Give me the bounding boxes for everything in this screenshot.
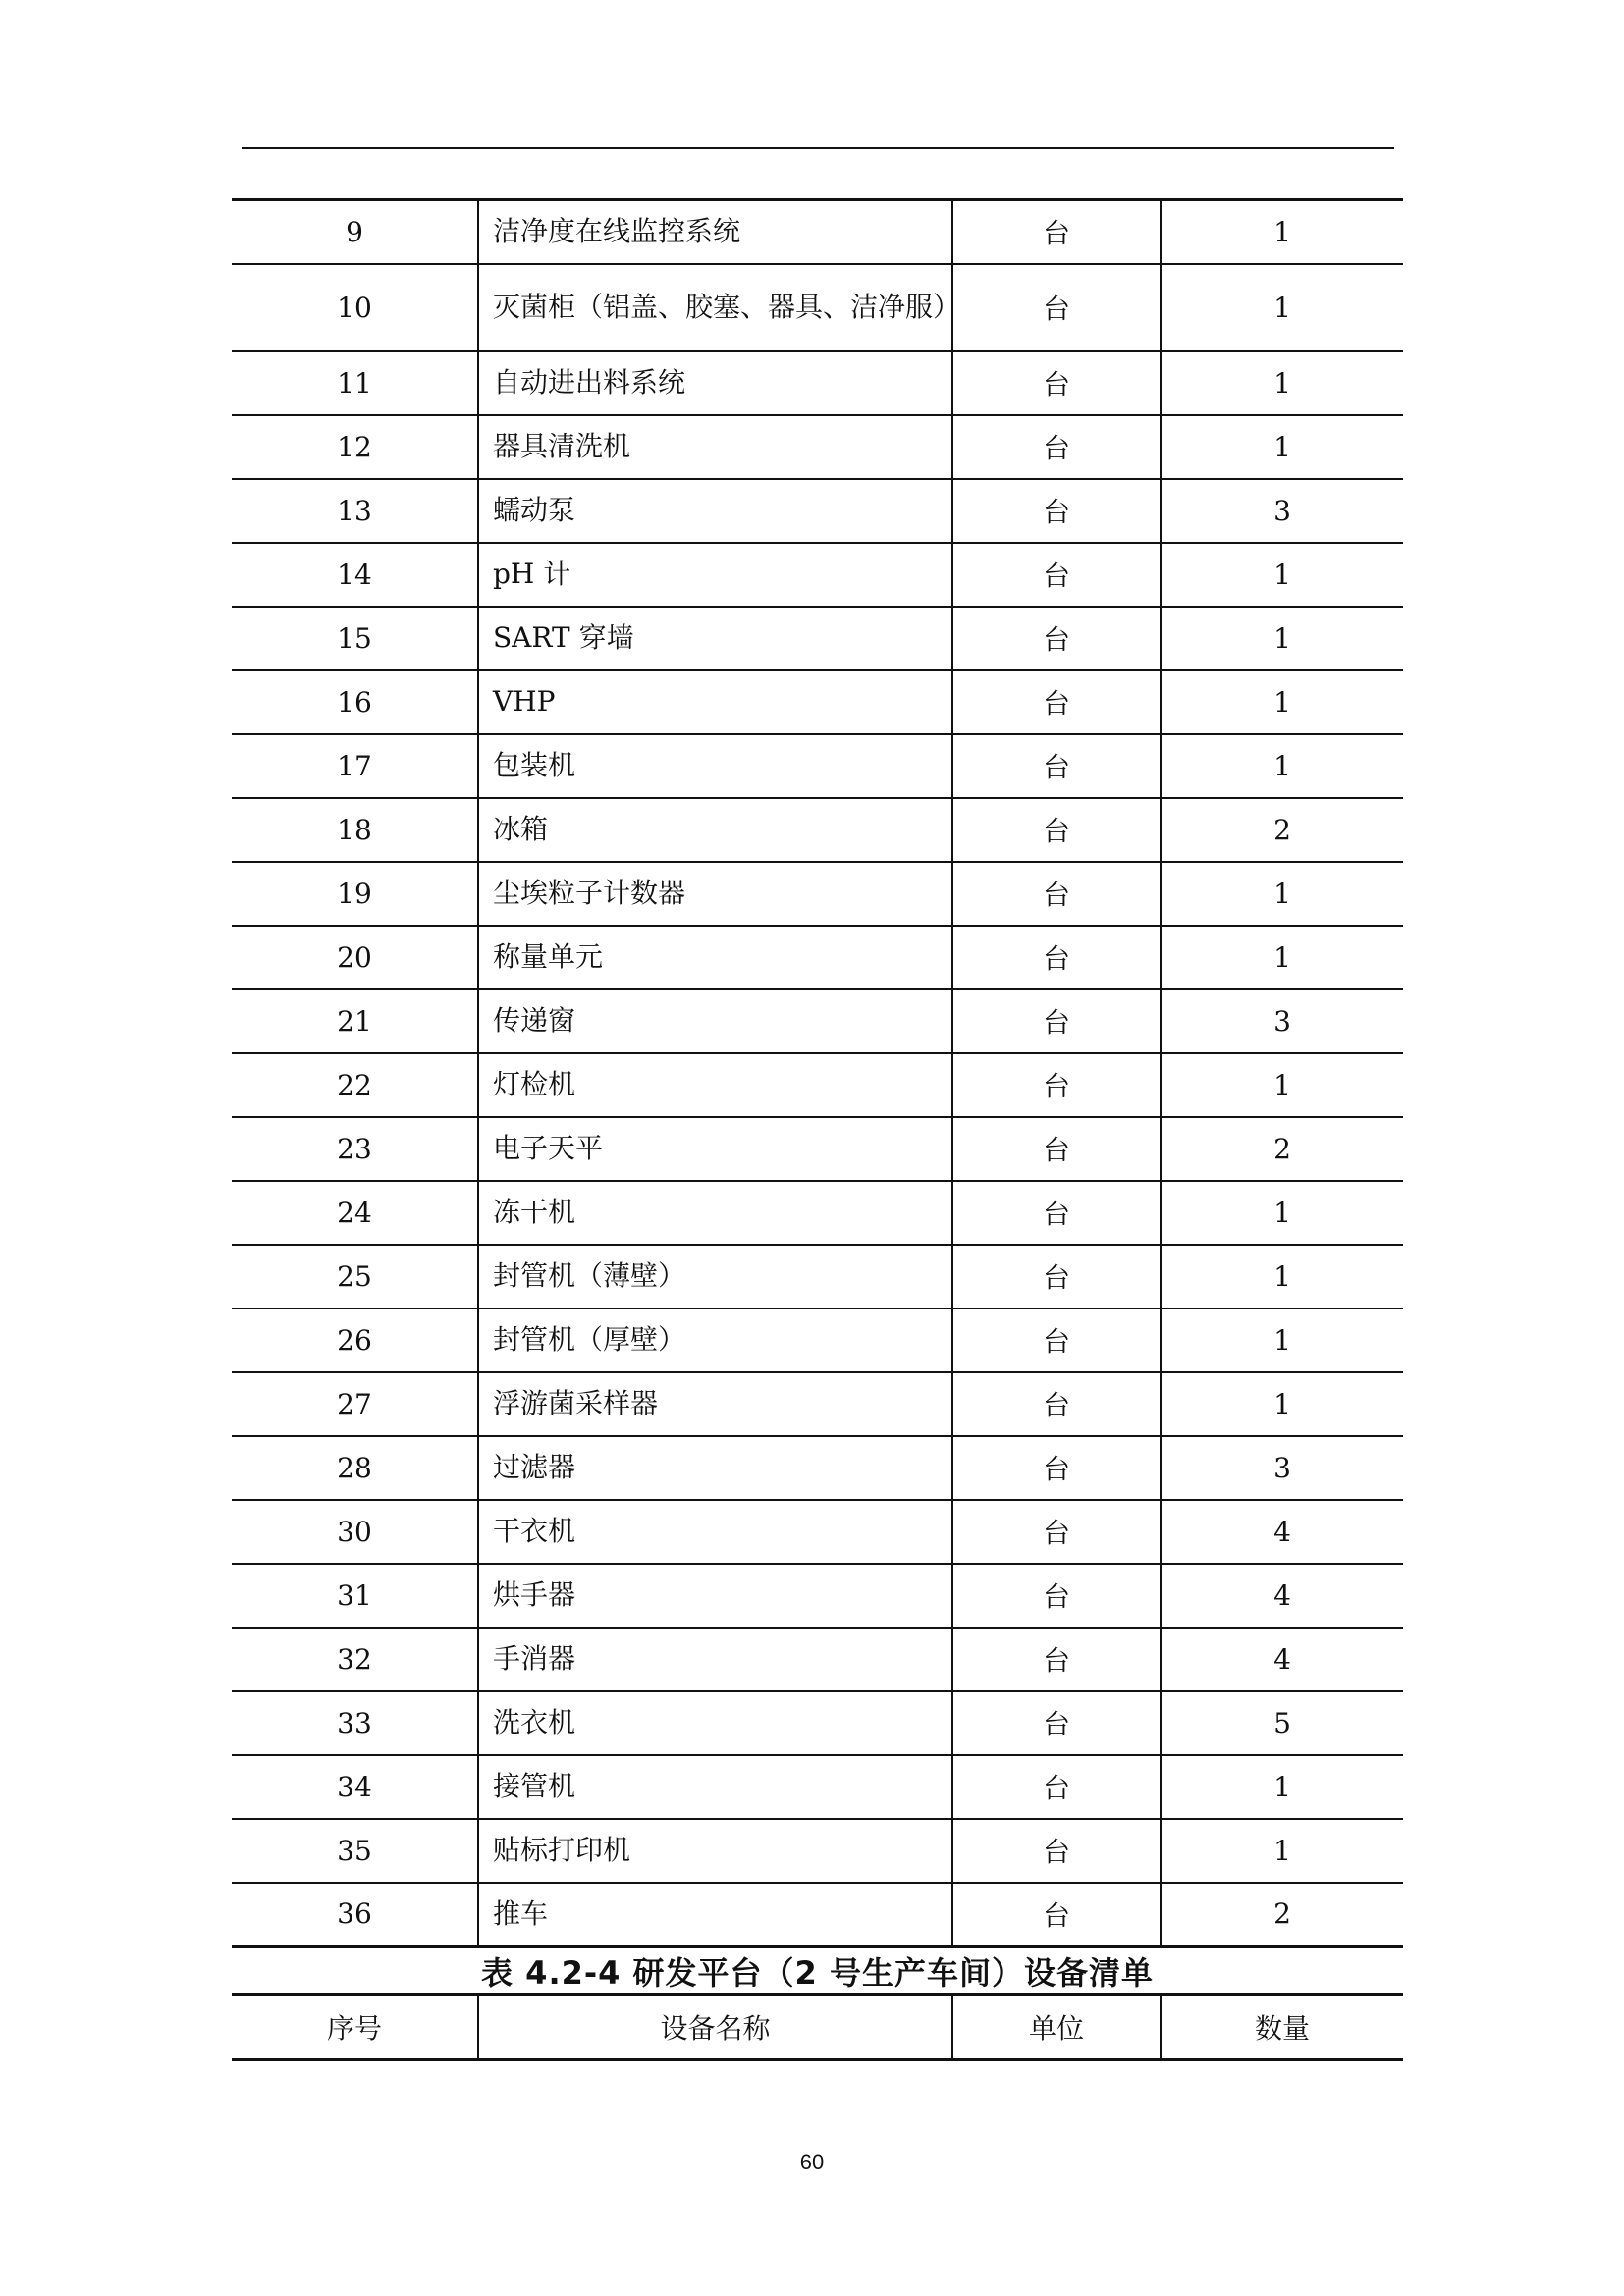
row-number: 11 bbox=[232, 351, 478, 415]
quantity-cell: 3 bbox=[1161, 989, 1403, 1053]
unit-cell: 台 bbox=[952, 1308, 1161, 1372]
equipment-name: 电子天平 bbox=[478, 1117, 952, 1181]
equipment-name: 器具清洗机 bbox=[478, 415, 952, 479]
unit-cell: 台 bbox=[952, 351, 1161, 415]
table-row bbox=[232, 1308, 1403, 1372]
table-header-row bbox=[232, 1995, 1403, 2060]
equipment-name: 洁净度在线监控系统 bbox=[478, 200, 952, 264]
quantity-cell: 1 bbox=[1161, 862, 1403, 926]
unit-cell: 台 bbox=[952, 1500, 1161, 1564]
table-row bbox=[232, 1883, 1403, 1947]
row-number: 14 bbox=[232, 543, 478, 607]
row-number: 34 bbox=[232, 1755, 478, 1819]
page-number: 60 bbox=[799, 2150, 825, 2174]
equipment-name: 浮游菌采样器 bbox=[478, 1372, 952, 1436]
row-number: 33 bbox=[232, 1691, 478, 1755]
equipment-name: 包装机 bbox=[478, 734, 952, 798]
unit-cell: 台 bbox=[952, 264, 1161, 351]
unit-cell: 台 bbox=[952, 734, 1161, 798]
row-number: 27 bbox=[232, 1372, 478, 1436]
equipment-name: 接管机 bbox=[478, 1755, 952, 1819]
quantity-cell: 1 bbox=[1161, 1308, 1403, 1372]
quantity-cell: 1 bbox=[1161, 1181, 1403, 1245]
unit-cell: 台 bbox=[952, 479, 1161, 543]
row-number: 26 bbox=[232, 1308, 478, 1372]
unit-cell: 台 bbox=[952, 1053, 1161, 1117]
row-number: 24 bbox=[232, 1181, 478, 1245]
row-number: 22 bbox=[232, 1053, 478, 1117]
unit-cell: 台 bbox=[952, 1245, 1161, 1308]
table-row bbox=[232, 1819, 1403, 1883]
unit-cell: 台 bbox=[952, 415, 1161, 479]
quantity-cell: 2 bbox=[1161, 798, 1403, 862]
equipment-name: 贴标打印机 bbox=[478, 1819, 952, 1883]
equipment-name: 烘手器 bbox=[478, 1564, 952, 1628]
unit-cell: 台 bbox=[952, 1883, 1161, 1947]
table-row bbox=[232, 351, 1403, 415]
quantity-cell: 1 bbox=[1161, 670, 1403, 734]
quantity-cell: 1 bbox=[1161, 1245, 1403, 1308]
table-row bbox=[232, 1691, 1403, 1755]
quantity-cell: 4 bbox=[1161, 1500, 1403, 1564]
row-number: 28 bbox=[232, 1436, 478, 1500]
header-no: 序号 bbox=[232, 1995, 478, 2060]
quantity-cell: 1 bbox=[1161, 607, 1403, 670]
quantity-cell: 1 bbox=[1161, 200, 1403, 264]
equipment-name: 干衣机 bbox=[478, 1500, 952, 1564]
unit-cell: 台 bbox=[952, 1691, 1161, 1755]
equipment-name: 灭菌柜（铝盖、胶塞、器具、洁净服） bbox=[478, 264, 952, 351]
unit-cell: 台 bbox=[952, 607, 1161, 670]
row-number: 32 bbox=[232, 1628, 478, 1691]
quantity-cell: 3 bbox=[1161, 1436, 1403, 1500]
unit-cell: 台 bbox=[952, 926, 1161, 989]
quantity-cell: 1 bbox=[1161, 415, 1403, 479]
quantity-cell: 1 bbox=[1161, 926, 1403, 989]
row-number: 31 bbox=[232, 1564, 478, 1628]
quantity-cell: 1 bbox=[1161, 1053, 1403, 1117]
row-number: 15 bbox=[232, 607, 478, 670]
header-name: 设备名称 bbox=[478, 1995, 952, 2060]
quantity-cell: 4 bbox=[1161, 1564, 1403, 1628]
table-row bbox=[232, 1755, 1403, 1819]
table-row bbox=[232, 670, 1403, 734]
header-unit: 单位 bbox=[952, 1995, 1161, 2060]
unit-cell: 台 bbox=[952, 1117, 1161, 1181]
equipment-name: 蠕动泵 bbox=[478, 479, 952, 543]
table-row bbox=[232, 1564, 1403, 1628]
quantity-cell: 1 bbox=[1161, 1372, 1403, 1436]
quantity-cell: 1 bbox=[1161, 543, 1403, 607]
equipment-name: 手消器 bbox=[478, 1628, 952, 1691]
quantity-cell: 4 bbox=[1161, 1628, 1403, 1691]
row-number: 16 bbox=[232, 670, 478, 734]
equipment-name: 称量单元 bbox=[478, 926, 952, 989]
header-qty: 数量 bbox=[1161, 1995, 1403, 2060]
unit-cell: 台 bbox=[952, 1755, 1161, 1819]
equipment-name: 冻干机 bbox=[478, 1181, 952, 1245]
unit-cell: 台 bbox=[952, 1372, 1161, 1436]
table-row bbox=[232, 1500, 1403, 1564]
row-number: 19 bbox=[232, 862, 478, 926]
table-row bbox=[232, 926, 1403, 989]
quantity-cell: 2 bbox=[1161, 1117, 1403, 1181]
unit-cell: 台 bbox=[952, 670, 1161, 734]
equipment-name: 灯检机 bbox=[478, 1053, 952, 1117]
unit-cell: 台 bbox=[952, 1564, 1161, 1628]
equipment-name: 封管机（厚壁） bbox=[478, 1308, 952, 1372]
table-row bbox=[232, 479, 1403, 543]
quantity-cell: 1 bbox=[1161, 1755, 1403, 1819]
table-row bbox=[232, 1053, 1403, 1117]
equipment-table bbox=[232, 198, 1403, 1948]
row-number: 12 bbox=[232, 415, 478, 479]
table-row bbox=[232, 1436, 1403, 1500]
table-row bbox=[232, 1628, 1403, 1691]
row-number: 9 bbox=[232, 200, 478, 264]
unit-cell: 台 bbox=[952, 543, 1161, 607]
row-number: 36 bbox=[232, 1883, 478, 1947]
page-header-rule bbox=[242, 147, 1394, 149]
equipment-name: 封管机（薄壁） bbox=[478, 1245, 952, 1308]
quantity-cell: 1 bbox=[1161, 1819, 1403, 1883]
equipment-name: pH 计 bbox=[478, 543, 952, 607]
row-number: 25 bbox=[232, 1245, 478, 1308]
quantity-cell: 5 bbox=[1161, 1691, 1403, 1755]
row-number: 10 bbox=[232, 264, 478, 351]
table-row bbox=[232, 1245, 1403, 1308]
equipment-name: SART 穿墙 bbox=[478, 607, 952, 670]
row-number: 20 bbox=[232, 926, 478, 989]
equipment-name: 洗衣机 bbox=[478, 1691, 952, 1755]
table-row bbox=[232, 543, 1403, 607]
quantity-cell: 1 bbox=[1161, 734, 1403, 798]
table-row bbox=[232, 862, 1403, 926]
row-number: 30 bbox=[232, 1500, 478, 1564]
quantity-cell: 1 bbox=[1161, 264, 1403, 351]
table-caption: 表 4.2-4 研发平台（2 号生产车间）设备清单 bbox=[481, 1954, 1154, 1992]
table-row bbox=[232, 1117, 1403, 1181]
table-row bbox=[232, 1372, 1403, 1436]
row-number: 17 bbox=[232, 734, 478, 798]
equipment-name: VHP bbox=[478, 670, 952, 734]
table-row bbox=[232, 989, 1403, 1053]
equipment-name: 尘埃粒子计数器 bbox=[478, 862, 952, 926]
table-row bbox=[232, 734, 1403, 798]
table-row bbox=[232, 415, 1403, 479]
unit-cell: 台 bbox=[952, 1181, 1161, 1245]
table-row bbox=[232, 264, 1403, 351]
equipment-name: 自动进出料系统 bbox=[478, 351, 952, 415]
table-row bbox=[232, 798, 1403, 862]
quantity-cell: 2 bbox=[1161, 1883, 1403, 1947]
equipment-name: 推车 bbox=[478, 1883, 952, 1947]
row-number: 18 bbox=[232, 798, 478, 862]
table-row bbox=[232, 200, 1403, 264]
row-number: 21 bbox=[232, 989, 478, 1053]
next-table-header bbox=[232, 1993, 1403, 2061]
quantity-cell: 3 bbox=[1161, 479, 1403, 543]
unit-cell: 台 bbox=[952, 1628, 1161, 1691]
unit-cell: 台 bbox=[952, 200, 1161, 264]
unit-cell: 台 bbox=[952, 798, 1161, 862]
row-number: 35 bbox=[232, 1819, 478, 1883]
table-row bbox=[232, 607, 1403, 670]
unit-cell: 台 bbox=[952, 1819, 1161, 1883]
unit-cell: 台 bbox=[952, 1436, 1161, 1500]
row-number: 23 bbox=[232, 1117, 478, 1181]
equipment-name: 冰箱 bbox=[478, 798, 952, 862]
table-row bbox=[232, 1181, 1403, 1245]
row-number: 13 bbox=[232, 479, 478, 543]
equipment-name: 传递窗 bbox=[478, 989, 952, 1053]
equipment-name: 过滤器 bbox=[478, 1436, 952, 1500]
quantity-cell: 1 bbox=[1161, 351, 1403, 415]
unit-cell: 台 bbox=[952, 862, 1161, 926]
unit-cell: 台 bbox=[952, 989, 1161, 1053]
